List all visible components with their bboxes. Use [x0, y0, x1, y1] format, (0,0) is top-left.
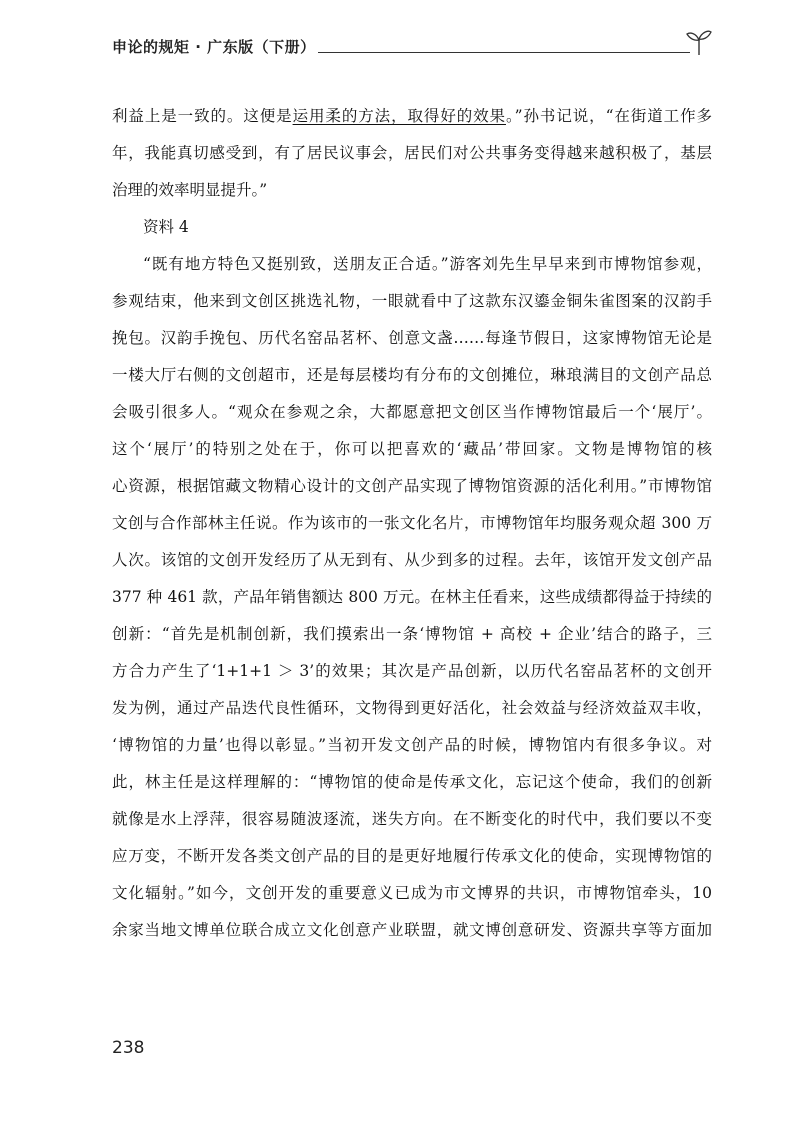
text-line: 挽包。汉韵手挽包、历代名窑品茗杯、创意文盏……每逢节假日，这家博物馆无论是: [112, 329, 712, 347]
underlined-phrase: 运用柔的方法，取得好的效果: [292, 107, 506, 125]
section-heading: 资料 4: [143, 218, 189, 236]
book-title: 申论的规矩 · 广东版（下册）: [112, 38, 316, 56]
text-line: 方合力产生了‘1+1+1 ＞ 3’的效果；其次是产品创新，以历代名窑品茗杯的文创开: [112, 662, 712, 680]
text-line: 发为例，通过产品迭代良性循环，文物得到更好活化，社会效益与经济效益双丰收，: [112, 699, 712, 717]
text-line: 就像是水上浮萍，很容易随波逐流，迷失方向。在不断变化的时代中，我们要以不变: [112, 810, 712, 828]
text-line: 会吸引很多人。“观众在参观之余，大都愿意把文创区当作博物馆最后一个‘展厅’。: [112, 403, 712, 421]
text-line: 应万变，不断开发各类文创产品的目的是更好地履行传承文化的使命，实现博物馆的: [112, 847, 712, 865]
text-line: 这个‘展厅’的特别之处在于，你可以把喜欢的‘藏品’带回家。文物是博物馆的核: [112, 440, 712, 458]
text-line: 年，我能真切感受到，有了居民议事会，居民们对公共事务变得越来越积极了，基层: [112, 144, 712, 162]
text-line: 文创与合作部林主任说。作为该市的一张文化名片，市博物馆年均服务观众超 300 万: [112, 514, 712, 532]
text-run: 利益上是一致的。这便是: [112, 107, 293, 125]
text-line: 心资源，根据馆藏文物精心设计的文创产品实现了博物馆资源的活化利用。”市博物馆: [112, 477, 712, 495]
text-line: 文化辐射。”如今，文创开发的重要意义已成为市文博界的共识，市博物馆牵头，10: [112, 884, 712, 902]
text-line: 此，林主任是这样理解的：“博物馆的使命是传承文化，忘记这个使命，我们的创新: [112, 773, 712, 791]
text-run: 。”孙书记说，“在街道工作多: [505, 107, 712, 125]
text-line: ‘博物馆的力量’也得以彰显。”当初开发文创产品的时候，博物馆内有很多争议。对: [112, 736, 712, 754]
sprout-icon: [686, 28, 712, 56]
running-header: [112, 28, 712, 64]
text-line: “既有地方特色又挺别致，送朋友正合适。”游客刘先生早早来到市博物馆参观，: [143, 255, 712, 273]
text-line: 创新：“首先是机制创新，我们摸索出一条‘博物馆 + 高校 + 企业’结合的路子，三: [112, 625, 712, 643]
header-rule: [318, 52, 690, 53]
page-number: 238: [112, 1038, 145, 1058]
page-body: [112, 98, 712, 949]
text-line: [112, 98, 712, 135]
text-line: 余家当地文博单位联合成立文化创意产业联盟，就文博创意研发、资源共享等方面加: [112, 921, 712, 939]
text-line: 参观结束，他来到文创区挑选礼物，一眼就看中了这款东汉鎏金铜朱雀图案的汉韵手: [112, 292, 712, 310]
text-line: 一楼大厅右侧的文创超市，还是每层楼均有分布的文创摊位，琳琅满目的文创产品总: [112, 366, 712, 384]
text-line: 377 种 461 款，产品年销售额达 800 万元。在林主任看来，这些成绩都得益于持续的: [112, 588, 712, 606]
text-line: 治理的效率明显提升。”: [112, 181, 268, 199]
text-line: 人次。该馆的文创开发经历了从无到有、从少到多的过程。去年，该馆开发文创产品: [112, 551, 712, 569]
